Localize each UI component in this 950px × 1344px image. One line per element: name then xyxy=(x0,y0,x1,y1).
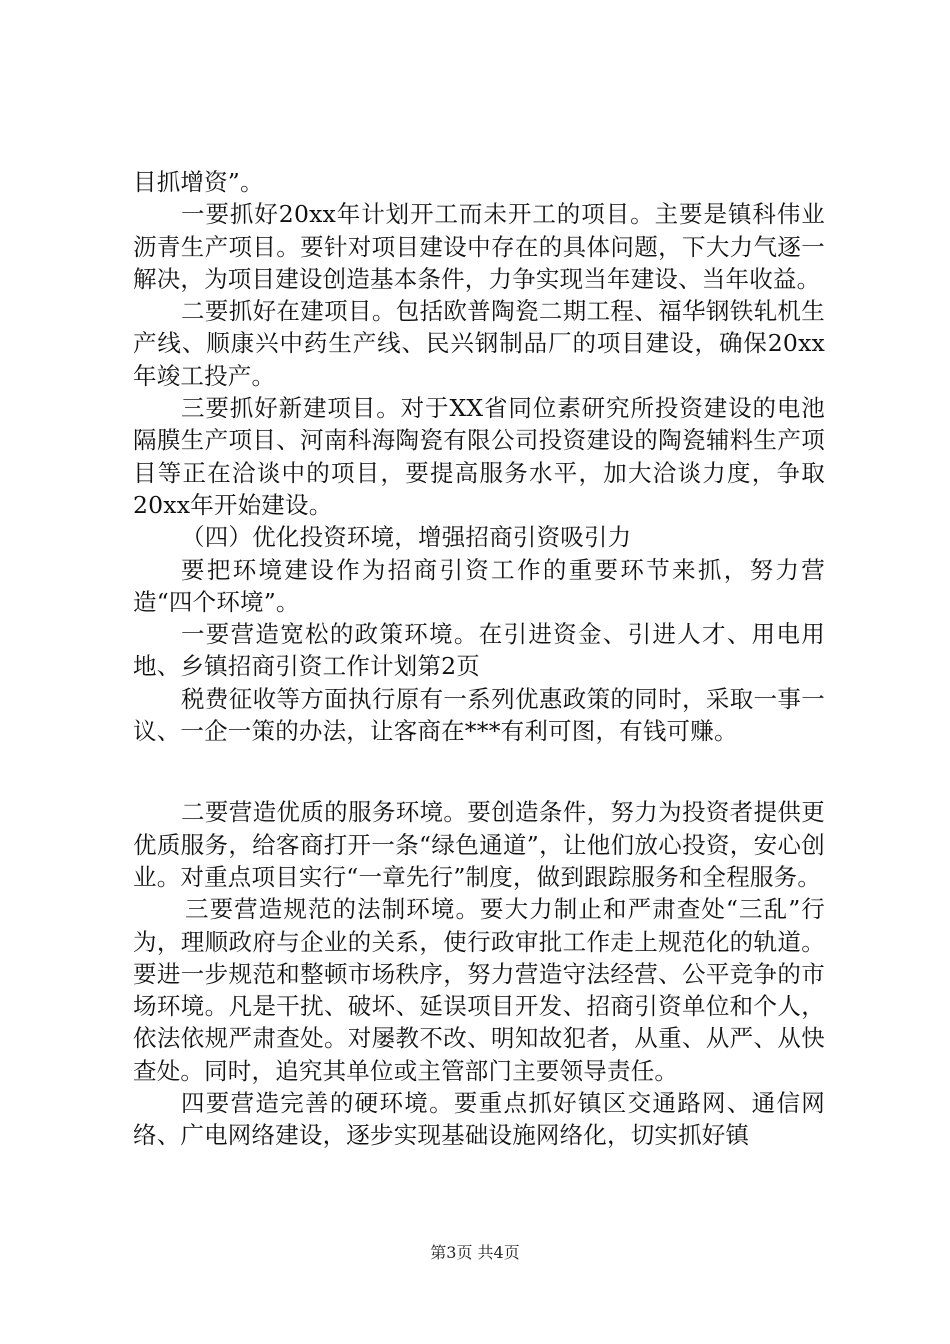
paragraph-hard-environment: 四要营造完善的硬环境。要重点抓好镇区交通路网、通信网络、广电网络建设，逐步实现基础设施网络化，切实抓好镇 xyxy=(133,1089,825,1150)
page-footer: 第3页 共4页 xyxy=(430,1243,520,1262)
paragraph-first-item: 一要抓好20xx年计划开工而未开工的项目。主要是镇科伟业沥青生产项目。要针对项目建设中存在的具体问题，下大力气逐一解决，为项目建设创造基本条件，力争实现当年建设、当年收益。 xyxy=(133,200,825,293)
paragraph-policy-environment: 一要营造宽松的政策环境。在引进资金、引进人才、用电用地、乡镇招商引资工作计划第2页 xyxy=(133,620,825,681)
section-heading: （四）优化投资环境，增强招商引资吸引力 xyxy=(181,523,632,552)
paragraph-policy-continued: 税费征收等方面执行原有一系列优惠政策的同时，采取一事一议、一企一策的办法，让客商在***有利可图，有钱可赚。 xyxy=(133,684,825,746)
paragraph-environment-intro: 要把环境建设作为招商引资工作的重要环节来抓，努力营造“四个环境”。 xyxy=(133,555,825,616)
paragraph-service-environment: 二要营造优质的服务环境。要创造条件，努力为投资者提供更优质服务，给客商打开一条“绿色通道”，让他们放心投资，安心创业。对重点项目实行“一章先行”制度，做到跟踪服务和全程服务。 xyxy=(133,798,825,891)
paragraph-third-item: 三要抓好新建项目。对于XX省同位素研究所投资建设的电池隔膜生产项目、河南科海陶瓷有限公司投资建设的陶瓷辅料生产项目等正在洽谈中的项目，要提高服务水平，加大洽谈力度，争取20xx年开始建设。 xyxy=(133,394,825,519)
paragraph-legal-environment: 三要营造规范的法制环境。要大力制止和严肃查处“三乱”行为，理顺政府与企业的关系，使行政审批工作走上规范化的轨道。要进一步规范和整顿市场秩序，努力营造守法经营、公平竞争的市场环境。凡是干扰、破坏、延误项目开发、招商引资单位和个人，依法依规严肃查处。对屡教不改、明知故犯者，从重、从严、从快查处。同时，追究其单位或主管部门主要领导责任。 xyxy=(133,895,825,1085)
document-body xyxy=(133,166,825,1152)
paragraph-continuation: 目抓增资”。 xyxy=(133,168,264,196)
paragraph-second-item: 二要抓好在建项目。包括欧普陶瓷二期工程、福华钢铁轧机生产线、顺康兴中药生产线、民兴钢制品厂的项目建设，确保20xx年竣工投产。 xyxy=(133,297,825,390)
